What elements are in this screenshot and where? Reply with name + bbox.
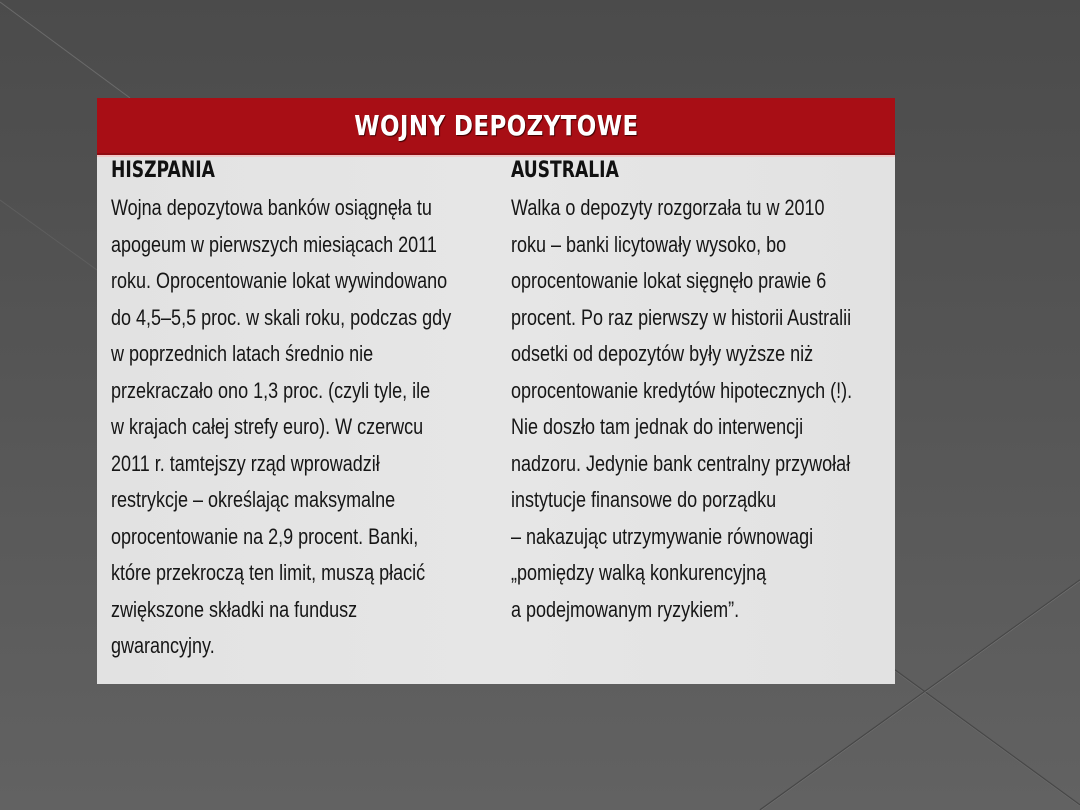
column-body-australia — [511, 190, 895, 628]
text-line: odsetki od depozytów były wyższe niż — [511, 341, 814, 366]
text-line: zwiększone składki na fundusz — [111, 596, 358, 622]
text-line: roku – banki licytowały wysoko, bo — [511, 231, 787, 257]
text-line: Nie doszło tam jednak do interwencji — [511, 414, 804, 439]
text-line: – nakazując utrzymywanie równowagi — [511, 523, 814, 549]
text-line: gwarancyjny. — [111, 633, 215, 658]
text-line: procent. Po raz pierwszy w historii Australii — [511, 304, 852, 330]
text-line: przekraczało ono 1,3 proc. (czyli tyle, ile — [111, 377, 431, 403]
text-line: oprocentowanie kredytów hipotecznych (!). — [511, 377, 853, 403]
panel-header — [97, 98, 895, 155]
infobox-panel — [97, 98, 895, 684]
panel-title: WOJNY DEPOZYTOWE — [353, 109, 639, 142]
column-spain — [111, 156, 495, 665]
text-line: apogeum w pierwszych miesiącach 2011 — [111, 231, 437, 257]
text-line: a podejmowanym ryzykiem”. — [511, 596, 740, 622]
text-line: Walka o depozyty rozgorzała tu w 2010 — [511, 195, 825, 220]
text-line: w poprzednich latach średnio nie — [111, 341, 374, 366]
text-line: 2011 r. tamtejszy rząd wprowadził — [111, 450, 380, 476]
column-heading-spain: HISZPANIA — [111, 158, 215, 183]
text-line: oprocentowanie na 2,9 procent. Banki, — [111, 523, 419, 549]
text-line: Wojna depozytowa banków osiągnęła tu — [111, 195, 432, 220]
text-line: do 4,5–5,5 proc. w skali roku, podczas gdy — [111, 304, 452, 330]
column-heading-australia: AUSTRALIA — [511, 158, 619, 183]
text-line: oprocentowanie lokat sięgnęło prawie 6 — [511, 268, 827, 293]
column-australia — [511, 156, 895, 628]
text-line: instytucje finansowe do porządku — [511, 487, 777, 512]
text-line: roku. Oprocentowanie lokat wywindowano — [111, 268, 448, 293]
text-line: w krajach całej strefy euro). W czerwcu — [111, 414, 424, 439]
text-line: nadzoru. Jedynie bank centralny przywołał — [511, 450, 851, 476]
text-line: „pomiędzy walką konkurencyjną — [511, 560, 767, 585]
column-body-spain — [111, 190, 495, 665]
text-line: restrykcje – określając maksymalne — [111, 487, 396, 512]
text-line: które przekroczą ten limit, muszą płacić — [111, 560, 426, 585]
